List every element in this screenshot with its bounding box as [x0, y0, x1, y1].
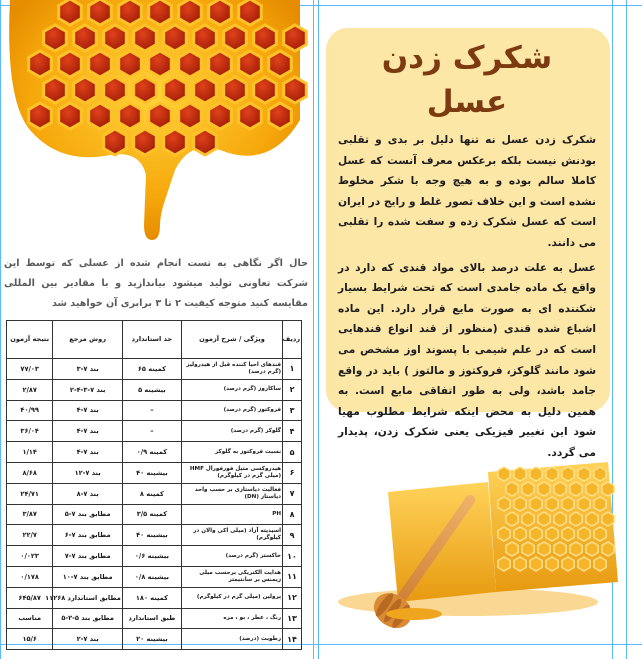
cell-result: ۰/۰۲۳ [7, 546, 53, 567]
panel-paragraph-2: عسل به علت درصد بالای مواد قندی که دارد در واقع یک ماده جامدی است که تحت شرایط بسیار شکننده ای به صورت مایع قرار دارد. این ماده اشباع شده قندی (منظور از قند انواع قندهایی است که در علم شیمی با پسوند اوز مشخص می شود مانند گلوکز، فروکتوز و مالتوز ) باید در واقع جامد باشد، ولی به طور اتفاقی مایع است. به همین دلیل به محض اینکه شرایط مطلوب مهیا شود این تغییر فیزیکی یعنی شکرک زدن، پدیدار می گردد. [338, 261, 596, 459]
table-row [7, 629, 302, 650]
cell-method: مطابق بند ۷-۷ [53, 546, 123, 567]
cell-item: خاکستر (گرم درصد) [181, 546, 282, 567]
panel-paragraph-1: شکرک زدن عسل نه تنها دلیل بر بدی و تقلبی بودنش نیست بلکه برعکس معرف آنست که عسل کاملا سالم بوده و به هیچ وجه با شکر مخلوط نشده است و این خلاف تصور غلط و رایج در ایران است که عسل شکرک زده و سفت شده را تقلبی می دانند. [338, 134, 596, 249]
cell-method: بند ۷-۱۲ [53, 462, 123, 483]
cell-standard: بیشینه ۵ [122, 379, 181, 400]
cell-result: ۲/۸۷ [7, 379, 53, 400]
cell-result: ۴۰/۹۹ [7, 400, 53, 421]
table-row [7, 546, 302, 567]
cell-row-number: ۱ [283, 359, 302, 380]
cell-item: اسیدیته آزاد (میلی اکی والان در کیلوگرم) [181, 525, 282, 546]
table-row [7, 421, 302, 442]
cell-row-number: ۳ [283, 400, 302, 421]
cell-standard: – [122, 421, 181, 442]
cell-result: ۱۵/۶ [7, 629, 53, 650]
cell-item: نسبت فروکتوز به گلوکز [181, 442, 282, 463]
cell-result: ۲۴/۷۱ [7, 483, 53, 504]
cell-row-number: ۱۲ [283, 587, 302, 608]
cell-item: گلوکز (گرم درصد) [181, 421, 282, 442]
table-row [7, 483, 302, 504]
cell-method: بند ۷-۴ [53, 400, 123, 421]
header-result: نتیجه آزمون [7, 321, 53, 359]
cell-method: بند ۷-۸ [53, 483, 123, 504]
header-row-number: ردیف [283, 321, 302, 359]
test-intro-text: حال اگر نگاهی به تست انجام شده از عسلی که توسط این شرکت تعاونی تولید میشود بیاندازید و با مقادیر بین المللی مقایسه کنید متوجه کیفیت ۲ تا ۳ برابری آن خواهید شد [4, 258, 308, 309]
cell-standard: بیشینه ۲۰ [122, 629, 181, 650]
cell-result: ۷۷/۰۳ [7, 359, 53, 380]
cell-result: ۲۲/۷ [7, 525, 53, 546]
table-row [7, 566, 302, 587]
cell-method: مطابق بند ۵-۲-۵ [53, 608, 123, 629]
cell-item: رطوبت (درصد) [181, 629, 282, 650]
cell-row-number: ۱۳ [283, 608, 302, 629]
table-row [7, 379, 302, 400]
honeycomb-dipper-image [318, 452, 626, 622]
cell-method: بند ۷-۳-۴-۲ [53, 379, 123, 400]
cell-item: پرولین (میلی گرم در کیلوگرم) [181, 587, 282, 608]
cell-item: ساکاروز (گرم درصد) [181, 379, 282, 400]
cell-standard: کمینه ۸ [122, 483, 181, 504]
cell-result: مناسب [7, 608, 53, 629]
table-row [7, 462, 302, 483]
guide-line [313, 0, 314, 659]
cell-standard: بیشینه ۴۰ [122, 462, 181, 483]
guide-line [626, 0, 627, 659]
cell-item: هدایت الکتریکی برحسب میلی زیمنس بر سانتیمتر [181, 566, 282, 587]
cell-result: ۳/۸۷ [7, 504, 53, 525]
table-row [7, 525, 302, 546]
table-row [7, 359, 302, 380]
cell-item: هیدروکسی متیل فورفورال HMF (میلی گرم در کیلوگرم) [181, 462, 282, 483]
cell-item: فعالیت دیاستازی بر حسب واحد دیاستاز (DN) [181, 483, 282, 504]
cell-result: ۸/۶۸ [7, 462, 53, 483]
cell-result: ۳۶/۰۴ [7, 421, 53, 442]
honey-test-table [6, 320, 302, 650]
table-row [7, 442, 302, 463]
cell-row-number: ۱۱ [283, 566, 302, 587]
cell-standard: بیشینه ۰/۸ [122, 566, 181, 587]
cell-row-number: ۲ [283, 379, 302, 400]
cell-standard: کمینه ۱۸۰ [122, 587, 181, 608]
table-row [7, 587, 302, 608]
cell-row-number: ۸ [283, 504, 302, 525]
cell-result: ۶۴۵/۸۷ [7, 587, 53, 608]
cell-standard: – [122, 400, 181, 421]
header-item: ویژگی / شرح آزمون [181, 321, 282, 359]
cell-method: بند ۷-۴ [53, 421, 123, 442]
cell-item: PH [181, 504, 282, 525]
table-row [7, 400, 302, 421]
cell-row-number: ۱۰ [283, 546, 302, 567]
cell-method: بند ۷-۲ [53, 629, 123, 650]
cell-standard: کمینه ۳/۵ [122, 504, 181, 525]
cell-item: قندهای احیا کننده قبل از هیدرولیز (گرم درصد) [181, 359, 282, 380]
cell-item: فروکتوز (گرم درصد) [181, 400, 282, 421]
table-header-row [7, 321, 302, 359]
honeycomb-drip-image [0, 0, 312, 248]
cell-method: بند ۷-۳ [53, 359, 123, 380]
cell-item: رنگ ، عطر ، بو ، مزه [181, 608, 282, 629]
cell-row-number: ۹ [283, 525, 302, 546]
panel-title: شکرک زدن عسل [381, 40, 553, 120]
cell-method: مطابق بند ۷-۵ [53, 504, 123, 525]
cell-row-number: ۱۴ [283, 629, 302, 650]
cell-standard: کمینه ۶۵ [122, 359, 181, 380]
cell-standard: بیشینه ۴۰ [122, 525, 181, 546]
cell-row-number: ۵ [283, 442, 302, 463]
cell-standard: بیشینه ۰/۶ [122, 546, 181, 567]
cell-standard: کمینه ۰/۹ [122, 442, 181, 463]
cell-row-number: ۶ [283, 462, 302, 483]
cell-row-number: ۷ [283, 483, 302, 504]
honey-crystallization-panel [326, 28, 610, 459]
cell-method: مطابق بند ۷-۶ [53, 525, 123, 546]
cell-result: ۱/۱۴ [7, 442, 53, 463]
cell-method: بند ۷-۴ [53, 442, 123, 463]
table-row [7, 504, 302, 525]
header-method: روش مرجع [53, 321, 123, 359]
cell-standard: طبق استاندارد [122, 608, 181, 629]
table-row [7, 608, 302, 629]
cell-row-number: ۴ [283, 421, 302, 442]
header-standard: حد استاندارد [122, 321, 181, 359]
cell-method: مطابق استاندارد ۱۱۲۶۸ [53, 587, 123, 608]
cell-result: ۰/۱۷۸ [7, 566, 53, 587]
cell-method: مطابق بند ۷-۱۰ [53, 566, 123, 587]
